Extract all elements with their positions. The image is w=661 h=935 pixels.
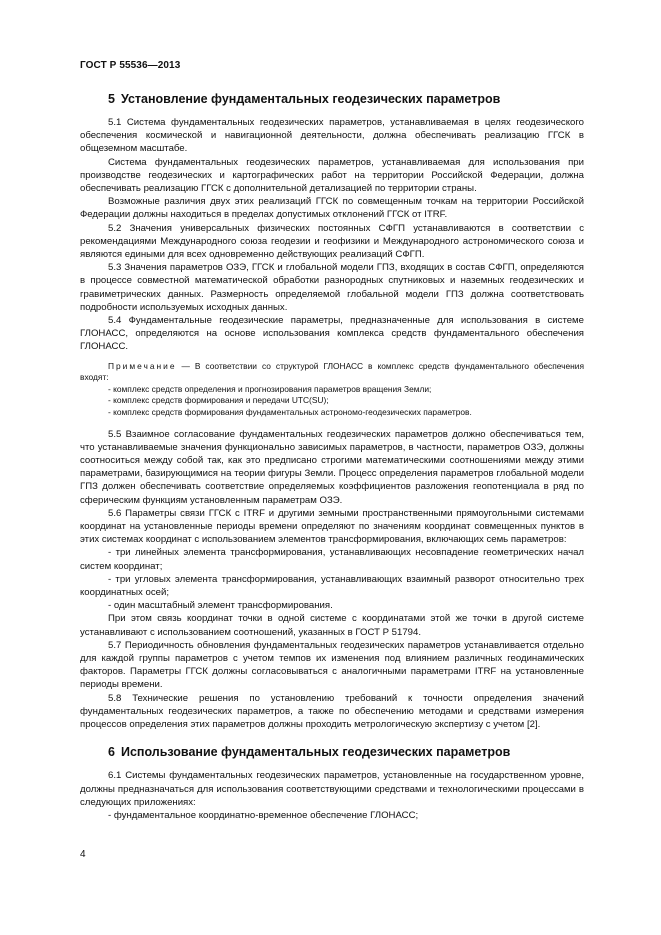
paragraph-5-4: 5.4 Фундаментальные геодезические параметры, предназначенные для использования в системе ГЛОНАСС, определяются на основе использования комплекса средств фундаментального обеспечения ГЛОНАСС. [80,315,584,353]
section-6-title: Использование фундаментальных геодезических параметров [120,745,511,760]
page-number: 4 [80,849,86,860]
note-text: — В соответствии со структурой ГЛОНАСС в комплекс средств фундаментального обеспечения входят: [80,360,584,383]
paragraph-5-6-b: При этом связь координат точки в одной системе с координатами этой же точки в другой системе устанавливают с использованием соотношений, указанных в ГОСТ Р 51794. [80,613,584,638]
note-label: Примечание [108,360,177,371]
note [80,361,584,384]
document-body [80,92,584,822]
paragraph-6-1: 6.1 Системы фундаментальных геодезических параметров, установленные на государственном уровне, должны предназначаться для использования соответствующими средствами и технологическими процессами в следующих приложениях: [80,770,584,808]
document-header: ГОСТ Р 55536—2013 [80,60,181,71]
list-item: - три линейных элемента трансформирования, устанавливающих несовпадение геометрических начал систем координат; [80,547,584,572]
list-item: - один масштабный элемент трансформирования. [108,600,333,612]
paragraph-5-3: 5.3 Значения параметров ОЗЭ, ГГСК и глобальной модели ГПЗ, входящих в состав СФГП, определяются в процессе совместной математической обработки разнородных спутниковых и наземных геодезических и гравиметрических данных. Размерность определяемой глобальной модели ГПЗ должна соответствовать подробности используемых исходных данных. [80,262,584,313]
note-item: - комплекс средств формирования фундаментальных астрономо-геодезических параметров. [108,407,472,418]
paragraph-5-5: 5.5 Взаимное согласование фундаментальных геодезических параметров должно обеспечиваться тем, что устанавливаемые значения функционально зависимых параметров, в частности, параметров ОЗЭ, должны соотноситься между собой так, как это предписано строгими математическими соотношениями между этими параметрами, базирующимися на теории фигуры Земли. Процесс определения параметров глобальной модели ГПЗ должен обеспечивать соответствие определяемых коэффициентов разложения геопотенциала в ряд по сферическим функциям установленным параметрам ОЗЭ. [80,428,584,506]
paragraph-5-1-c: Возможные различия двух этих реализаций ГГСК по совмещенным точкам на территории Российской Федерации должны находиться в пределах допустимых отклонений ГГСК от ITRF. [80,196,584,221]
paragraph-5-2: 5.2 Значения универсальных физических постоянных СФГП устанавливаются в соответствии с рекомендациями Международного союза геодезии и геофизики и Международного астрономического союза и являются едиными для всех одновременно действующих реализаций СФГП. [80,222,584,261]
paragraph-5-1: 5.1 Система фундаментальных геодезических параметров, устанавливаемая в целях геодезического обеспечения космической и навигационной деятельности, должна обеспечивать реализацию ГГСК в общеземном масштабе. [80,117,584,155]
section-5-title: Установление фундаментальных геодезических параметров [120,92,501,106]
section-6-heading [108,745,584,759]
list-item: - три угловых элемента трансформирования, устанавливающих взаимный разворот относительно трех координатных осей; [80,573,584,599]
paragraph-5-7: 5.7 Периодичность обновления фундаментальных геодезических параметров устанавливается отдельно для каждой группы параметров с учетом темпов их изменения под влиянием различных геодинамических факторов. Параметры ГГСК должны согласовываться с аналогичными параметрами ITRF на установленные периоды времени. [80,639,584,691]
section-5-heading [108,92,584,106]
list-item: - фундаментальное координатно-временное обеспечение ГЛОНАСС; [108,809,419,821]
section-5-number: 5 [108,92,115,106]
note-item: - комплекс средств формирования и передачи UTC(SU); [108,395,329,406]
paragraph-5-1-b: Система фундаментальных геодезических параметров, устанавливаемая для использования при производстве геодезических и картографических работ на территории Российской Федерации, должна обеспечивать реализацию ГГСК с дополнительной детализацией по территории страны. [80,156,584,195]
paragraph-5-6: 5.6 Параметры связи ГГСК с ITRF и другими земными пространственными прямоугольными системами координат на установленные периоды времени определяют по значениям координат совмещенных пунктов в этих системах координат с использованием элементов трансформирования, включающих семь параметров: [80,507,584,546]
paragraph-5-8: 5.8 Технические решения по установлению требований к точности определения значений фундаментальных геодезических параметров, а также по обеспечению методами и средствами измерения процессов определения этих параметров должны проходить метрологическую экспертизу с учетом [2]. [80,692,584,731]
note-item: - комплекс средств определения и прогнозирования параметров вращения Земли; [108,383,432,394]
section-6-number: 6 [108,745,115,760]
